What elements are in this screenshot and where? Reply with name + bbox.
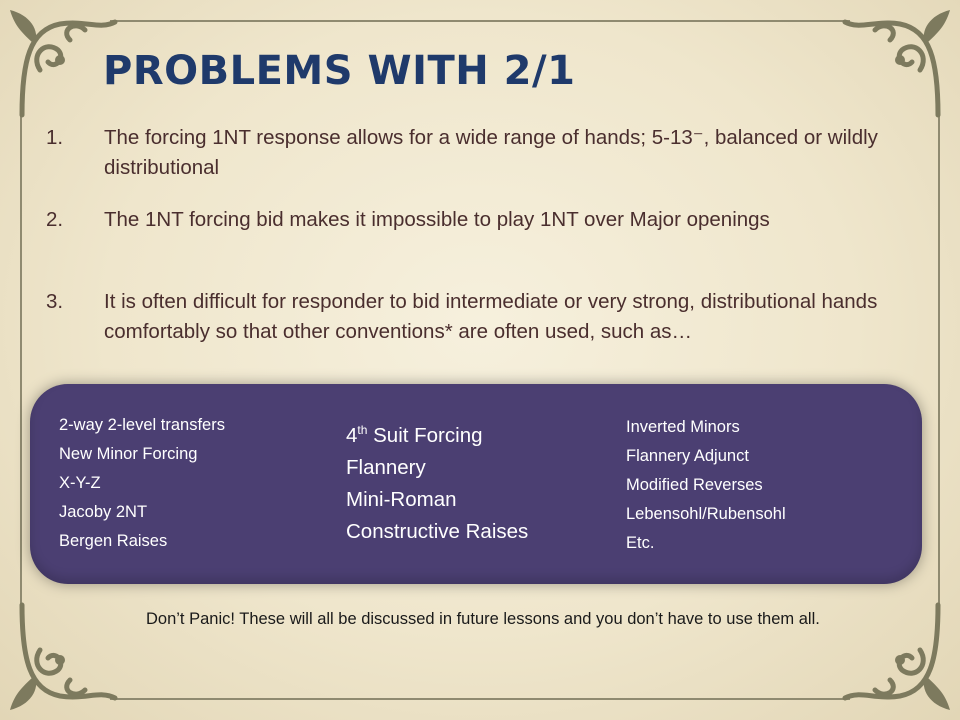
- frame-left-line: [20, 110, 22, 610]
- corner-ornament-top-right: [840, 0, 960, 120]
- list-item: [46, 123, 886, 183]
- conventions-right-column: [626, 413, 786, 558]
- convention-item: Constructive Raises: [346, 519, 529, 543]
- convention-item: Mini-Roman: [346, 487, 457, 511]
- convention-item: New Minor Forcing: [59, 445, 198, 463]
- frame-right-line: [938, 110, 940, 610]
- slide-title: PROBLEMS WITH 2/1: [103, 48, 576, 94]
- convention-item: Etc.: [626, 534, 655, 552]
- conventions-left-column: [59, 411, 225, 556]
- frame-bottom-line: [110, 698, 850, 700]
- conventions-panel: [30, 384, 922, 584]
- ordinal-suffix: th: [357, 423, 368, 437]
- list-item: [46, 205, 886, 235]
- corner-ornament-bottom-right: [840, 600, 960, 720]
- list-item-number: 2.: [46, 208, 64, 231]
- conventions-middle-column: [346, 414, 528, 548]
- frame-top-line: [110, 20, 850, 22]
- convention-text: Suit Forcing: [367, 423, 483, 447]
- list-item-number: 1.: [46, 126, 64, 149]
- convention-item: Flannery Adjunct: [626, 447, 749, 465]
- convention-item: X-Y-Z: [59, 474, 101, 492]
- list-item-text: The 1NT forcing bid makes it impossible to play 1NT over Major openings: [104, 208, 770, 231]
- corner-ornament-top-left: [0, 0, 120, 120]
- list-item-text: The forcing 1NT response allows for a wide range of hands; 5-13⁻, balanced or wildly distributional: [104, 126, 878, 179]
- convention-item: Jacoby 2NT: [59, 503, 148, 521]
- convention-item: Flannery: [346, 455, 426, 479]
- convention-item: Lebensohl/Rubensohl: [626, 505, 786, 523]
- list-item-number: 3.: [46, 290, 64, 313]
- ordinal-number: 4: [346, 423, 358, 447]
- convention-item: Inverted Minors: [626, 418, 740, 436]
- convention-item: Bergen Raises: [59, 532, 168, 550]
- list-item-text: It is often difficult for responder to bid intermediate or very strong, distributional hands comfortably so that other conventions* are often used, such as…: [104, 290, 878, 343]
- corner-ornament-bottom-left: [0, 600, 120, 720]
- convention-item: [346, 414, 528, 452]
- convention-item: Modified Reverses: [626, 476, 763, 494]
- convention-item: 2-way 2-level transfers: [59, 416, 225, 434]
- list-item: [46, 287, 886, 347]
- footer-note: Don’t Panic! These will all be discussed in future lessons and you don’t have to use them all.: [146, 610, 820, 628]
